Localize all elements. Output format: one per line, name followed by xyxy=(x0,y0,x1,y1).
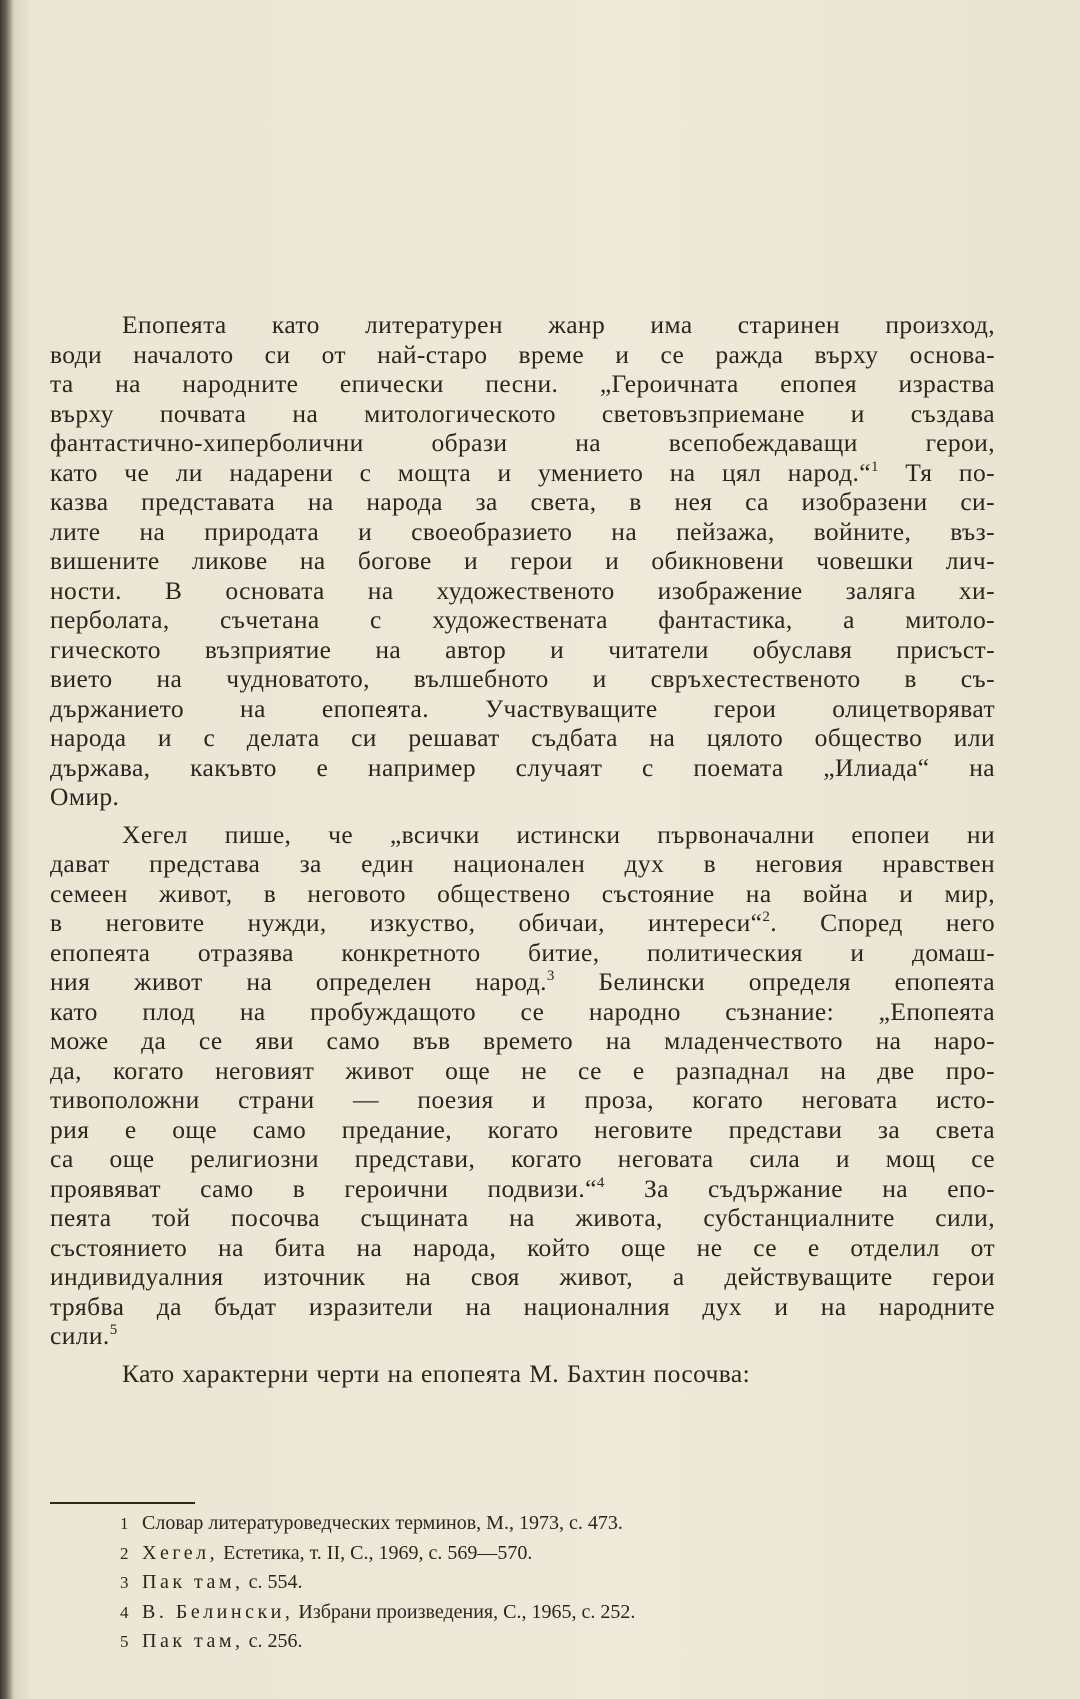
text-line: трябва да бъдат изразители на националния дух и на народните xyxy=(50,1291,995,1321)
text-line: перболата, съчетана с художествената фантастика, а митоло- xyxy=(50,605,995,634)
text-line: като плод на пробуждащото се народно съзнание: „Епопеята xyxy=(50,996,995,1026)
footnote-4 xyxy=(120,1598,920,1628)
paragraph-3 xyxy=(50,1359,995,1389)
text-line xyxy=(50,1321,995,1351)
footnote-1 xyxy=(120,1509,920,1539)
footnote-number: 5 xyxy=(120,1632,129,1651)
text-line: Омир. xyxy=(50,782,120,811)
paragraph-1 xyxy=(50,310,995,812)
text-line: казва представата на народа за света, в нея са изобразени си- xyxy=(50,487,995,516)
text-line: дават представа за един национален дух в неговия нравствен xyxy=(50,849,995,878)
text-line: вишените ликове на богове и герои и обикновени човешки лич- xyxy=(50,546,995,575)
text-line: може да се яви само във времето на младенчеството на наро- xyxy=(50,1026,995,1055)
paragraph-gap xyxy=(50,812,995,820)
text-line: ности. В основата на художественото изображение залягa хи- xyxy=(50,575,995,605)
text-line: та на народните епически песни. „Героичната епопея израства xyxy=(50,369,995,398)
footnote-number: 2 xyxy=(120,1543,129,1563)
text-segment: Тя по- xyxy=(878,457,995,487)
footnote-text: с. 554. xyxy=(243,1571,303,1593)
text-line: епопеята отразява конкретното битие, политическия и домаш- xyxy=(50,937,995,967)
footnote-ref-2: 2 xyxy=(762,909,771,925)
footnote-text: с. 256. xyxy=(243,1630,303,1652)
text-segment: ния живот на определен народ. xyxy=(50,967,547,996)
text-line: тивоположни страни — поезия и проза, когато неговата исто- xyxy=(50,1085,995,1114)
footnote-number: 4 xyxy=(120,1602,129,1622)
text-line: вието на чудноватото, вълшебното и свръхестественото в съ- xyxy=(50,664,995,693)
footnote-author: Пак там, xyxy=(142,1630,244,1652)
paragraph-gap xyxy=(50,1351,995,1359)
footnote-author: Хегел, xyxy=(142,1541,219,1564)
footnote-author: В. Белински, xyxy=(142,1600,294,1623)
text-line: пеята той посочва същината на живота, субстанциалните сили, xyxy=(50,1203,995,1232)
text-line: Като характерни черти на епопеята М. Бахтин посочва: xyxy=(122,1358,751,1388)
text-line: Епопеята като литературен жанр има старинен произход, xyxy=(122,310,995,339)
text-line xyxy=(50,908,995,938)
footnote-number: 1 xyxy=(120,1514,129,1533)
text-line: рия е още само предание, когато неговите представи за света xyxy=(50,1114,995,1144)
footnotes xyxy=(120,1509,920,1657)
footnote-ref-1: 1 xyxy=(870,458,879,475)
text-line: да, когато неговият живот още не се е разпаднал на две про- xyxy=(50,1055,995,1085)
text-line: фантастично-хиперболични образи на всепобеждаващи герои, xyxy=(50,428,995,457)
text-segment: проявяват само в героични подвизи.“ xyxy=(50,1173,597,1203)
text-line: народа и с делата си решават съдбата на цялото общество или xyxy=(50,723,995,752)
paragraph-2 xyxy=(50,820,995,1351)
text-line xyxy=(50,1174,995,1204)
text-line xyxy=(50,967,995,997)
footnote-author: Пак там, xyxy=(142,1571,244,1593)
text-line: върху почвата на митологическото световъзприемане и създава xyxy=(50,398,995,428)
text-line: води началото си от най-старо време и се ражда върху основа- xyxy=(50,339,995,369)
footnote-ref-5: 5 xyxy=(109,1322,118,1338)
text-segment: сили. xyxy=(50,1321,110,1350)
text-line: индивидуалния източник на своя живот, а действуващите герои xyxy=(50,1262,995,1291)
text-line xyxy=(50,458,995,488)
text-segment: в неговите нужди, изкуство, обичаи, интереси“ xyxy=(50,908,763,937)
text-segment: като че ли надарени с мощта и умението на цял народ.“ xyxy=(50,457,871,487)
footnote-ref-3: 3 xyxy=(546,968,555,984)
footnote-5 xyxy=(120,1627,920,1657)
text-segment: . Според него xyxy=(770,908,995,937)
text-line: състоянието на бита на народа, който още не се е отделил от xyxy=(50,1232,995,1262)
text-line: гическото възприятие на автор и читатели обуславя присъст- xyxy=(50,634,995,664)
footnote-text: Словар литературоведческих терминов, М., 1973, с. 473. xyxy=(142,1512,623,1534)
footnote-divider xyxy=(50,1502,195,1504)
text-segment: Белински определя епопеята xyxy=(554,967,995,996)
text-line: лите на природата и своеобразието на пейзажа, войните, въз- xyxy=(50,516,995,546)
footnote-number: 3 xyxy=(120,1573,129,1592)
footnote-ref-4: 4 xyxy=(596,1174,605,1191)
text-line: семеен живот, в неговото обществено състояние на война и мир, xyxy=(50,878,995,908)
text-line: държанието на епопеята. Участвуващите герои олицетворяват xyxy=(50,693,995,723)
text-line: Хегел пише, че „всички истински първоначални епопеи ни xyxy=(122,819,995,849)
main-text xyxy=(50,310,995,1388)
footnote-3 xyxy=(120,1568,920,1598)
text-segment: За съдържание на епо- xyxy=(604,1173,995,1203)
text-line: държава, какъвто е например случаят с поемата „Илиада“ на xyxy=(50,752,995,782)
text-line: са още религиозни представи, когато неговата сила и мощ се xyxy=(50,1144,995,1173)
footnote-2 xyxy=(120,1539,920,1569)
footnote-text: Естетика, т. II, С., 1969, с. 569—570. xyxy=(218,1541,533,1564)
footnote-text: Избрани произведения, С., 1965, с. 252. xyxy=(293,1600,636,1623)
